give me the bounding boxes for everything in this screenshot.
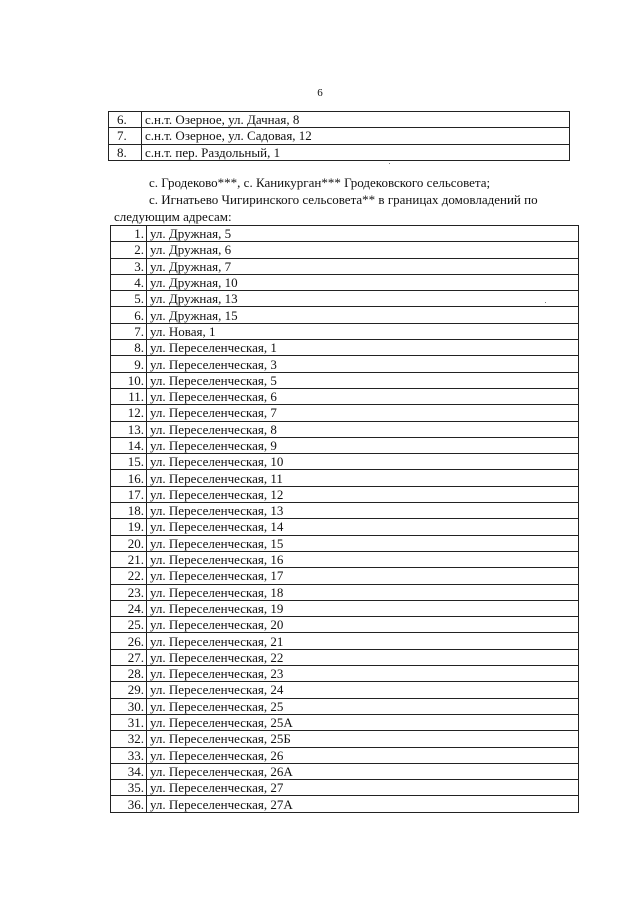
- row-address: ул. Переселенческая, 17: [147, 568, 579, 584]
- row-number: 9.: [111, 356, 147, 372]
- row-address: ул. Переселенческая, 3: [147, 356, 579, 372]
- table-row: [109, 112, 570, 128]
- row-number: 29.: [111, 682, 147, 698]
- table-row: [111, 796, 579, 812]
- row-address: ул. Переселенческая, 25: [147, 698, 579, 714]
- row-number: 4.: [111, 274, 147, 290]
- row-address: ул. Переселенческая, 21: [147, 633, 579, 649]
- row-address: ул. Переселенческая, 25Б: [147, 731, 579, 747]
- row-number: 26.: [111, 633, 147, 649]
- table-row: [111, 226, 579, 242]
- row-number: 21.: [111, 551, 147, 567]
- table-row: [111, 714, 579, 730]
- row-number: 34.: [111, 763, 147, 779]
- table-row: [111, 617, 579, 633]
- row-address: ул. Переселенческая, 6: [147, 388, 579, 404]
- row-number: 17.: [111, 486, 147, 502]
- row-number: 14.: [111, 437, 147, 453]
- table-row: [111, 747, 579, 763]
- table-row: [111, 307, 579, 323]
- table-row: [111, 633, 579, 649]
- table-row: [111, 291, 579, 307]
- row-number: 35.: [111, 780, 147, 796]
- row-address: с.н.т. Озерное, ул. Садовая, 12: [142, 128, 570, 144]
- table-row: [111, 388, 579, 404]
- row-address: ул. Переселенческая, 1: [147, 340, 579, 356]
- row-address: ул. Переселенческая, 14: [147, 519, 579, 535]
- row-address: ул. Дружная, 7: [147, 258, 579, 274]
- table-row: [111, 437, 579, 453]
- row-address: ул. Дружная, 6: [147, 242, 579, 258]
- row-address: ул. Переселенческая, 27: [147, 780, 579, 796]
- table-row: [111, 454, 579, 470]
- row-address: ул. Переселенческая, 7: [147, 405, 579, 421]
- table-row: [111, 584, 579, 600]
- row-address: ул. Переселенческая, 25А: [147, 714, 579, 730]
- row-number: 16.: [111, 470, 147, 486]
- row-address: ул. Дружная, 5: [147, 226, 579, 242]
- table-row: [111, 568, 579, 584]
- table-row: [111, 682, 579, 698]
- table-row: [111, 731, 579, 747]
- row-number: 3.: [111, 258, 147, 274]
- row-address: ул. Дружная, 13: [147, 291, 579, 307]
- table-row: [111, 780, 579, 796]
- table-row: [111, 519, 579, 535]
- table-row: [109, 144, 570, 160]
- row-number: 23.: [111, 584, 147, 600]
- table-row: [111, 356, 579, 372]
- row-address: ул. Дружная, 10: [147, 274, 579, 290]
- table-row: [111, 503, 579, 519]
- scan-speck: [545, 302, 546, 303]
- table-row: [111, 535, 579, 551]
- row-number: 5.: [111, 291, 147, 307]
- table-row: [111, 258, 579, 274]
- scan-speck: [389, 163, 390, 164]
- row-number: 13.: [111, 421, 147, 437]
- row-number: 30.: [111, 698, 147, 714]
- row-address: с.н.т. Озерное, ул. Дачная, 8: [142, 112, 570, 128]
- paragraph-line-3: следующим адресам:: [114, 209, 232, 224]
- row-address: с.н.т. пер. Раздольный, 1: [142, 144, 570, 160]
- table-row: [111, 323, 579, 339]
- row-number: 6.: [111, 307, 147, 323]
- row-number: 7.: [109, 128, 142, 144]
- row-number: 11.: [111, 388, 147, 404]
- row-number: 33.: [111, 747, 147, 763]
- row-address: ул. Переселенческая, 20: [147, 617, 579, 633]
- row-number: 28.: [111, 666, 147, 682]
- row-address: ул. Переселенческая, 19: [147, 600, 579, 616]
- table-row: [111, 242, 579, 258]
- row-number: 31.: [111, 714, 147, 730]
- row-address: ул. Переселенческая, 22: [147, 649, 579, 665]
- paragraph-line-1: с. Гродеково***, с. Каникурган*** Гродековского сельсовета;: [149, 175, 491, 190]
- table-row: [111, 340, 579, 356]
- row-number: 36.: [111, 796, 147, 812]
- top-address-table: [108, 111, 570, 161]
- row-address: ул. Переселенческая, 10: [147, 454, 579, 470]
- row-number: 8.: [111, 340, 147, 356]
- row-number: 20.: [111, 535, 147, 551]
- main-address-table: [110, 225, 579, 813]
- row-address: ул. Переселенческая, 8: [147, 421, 579, 437]
- table-row: [111, 421, 579, 437]
- table-row: [111, 763, 579, 779]
- table-row: [111, 600, 579, 616]
- row-address: ул. Переселенческая, 5: [147, 372, 579, 388]
- row-address: ул. Переселенческая, 15: [147, 535, 579, 551]
- row-address: ул. Новая, 1: [147, 323, 579, 339]
- row-number: 22.: [111, 568, 147, 584]
- row-number: 32.: [111, 731, 147, 747]
- row-address: ул. Переселенческая, 18: [147, 584, 579, 600]
- row-address: ул. Переселенческая, 12: [147, 486, 579, 502]
- row-number: 1.: [111, 226, 147, 242]
- row-address: ул. Переселенческая, 13: [147, 503, 579, 519]
- row-address: ул. Переселенческая, 23: [147, 666, 579, 682]
- row-number: 2.: [111, 242, 147, 258]
- table-row: [111, 486, 579, 502]
- table-row: [111, 470, 579, 486]
- row-number: 7.: [111, 323, 147, 339]
- row-number: 27.: [111, 649, 147, 665]
- row-number: 24.: [111, 600, 147, 616]
- row-address: ул. Переселенческая, 26А: [147, 763, 579, 779]
- page-number: 6: [317, 87, 323, 99]
- row-number: 10.: [111, 372, 147, 388]
- row-number: 8.: [109, 144, 142, 160]
- row-number: 25.: [111, 617, 147, 633]
- row-number: 18.: [111, 503, 147, 519]
- table-row: [111, 551, 579, 567]
- row-address: ул. Переселенческая, 24: [147, 682, 579, 698]
- row-address: ул. Дружная, 15: [147, 307, 579, 323]
- row-address: ул. Переселенческая, 16: [147, 551, 579, 567]
- table-row: [111, 405, 579, 421]
- row-number: 12.: [111, 405, 147, 421]
- table-row: [111, 274, 579, 290]
- table-row: [109, 128, 570, 144]
- table-row: [111, 666, 579, 682]
- row-number: 19.: [111, 519, 147, 535]
- table-row: [111, 649, 579, 665]
- table-row: [111, 698, 579, 714]
- row-number: 6.: [109, 112, 142, 128]
- row-address: ул. Переселенческая, 9: [147, 437, 579, 453]
- row-address: ул. Переселенческая, 11: [147, 470, 579, 486]
- paragraph-line-2: с. Игнатьево Чигиринского сельсовета** в границах домовладений по: [149, 192, 538, 207]
- table-row: [111, 372, 579, 388]
- row-address: ул. Переселенческая, 27А: [147, 796, 579, 812]
- row-address: ул. Переселенческая, 26: [147, 747, 579, 763]
- row-number: 15.: [111, 454, 147, 470]
